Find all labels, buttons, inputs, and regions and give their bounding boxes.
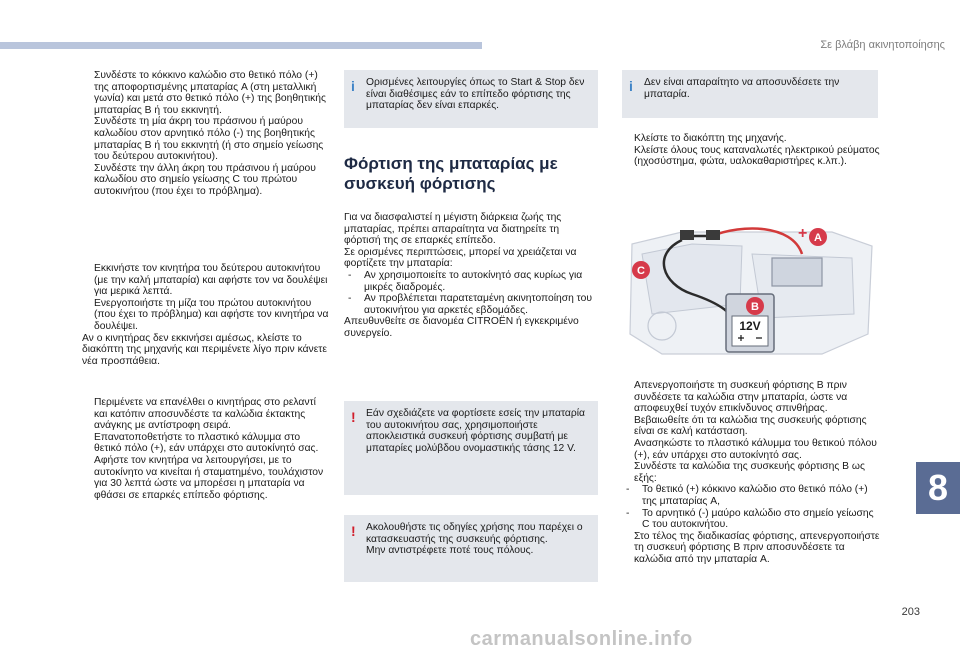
- page-header: Σε βλάβη ακινητοποίησης: [820, 39, 945, 51]
- battery-charger-illustration: [622, 214, 878, 365]
- list-item: Ανασηκώστε το πλαστικό κάλυμμα του θετικού πόλου (+), εάν υπάρχει στο αυτοκίνητό σας.: [634, 437, 877, 461]
- warning-icon: !: [351, 523, 356, 539]
- list-item: Συνδέστε το κόκκινο καλώδιο στο θετικό πόλο (+) της αποφορτισμένης μπαταρίας A (στη μεταλλική γωνία) και μετά στο θετικό πόλο (+) της βοηθητικής μπαταρίας B ή του εκκινητή.: [94, 70, 326, 116]
- clamp: [680, 230, 694, 240]
- col1-paragraph: Αν ο κινητήρας δεν εκκινήσει αμέσως, κλείστε το διακόπτη της μηχανής και περιμένετε λίγο πριν κάνετε νέα προσπάθεια.: [82, 332, 327, 367]
- info-icon: i: [629, 78, 633, 94]
- page-number: 203: [901, 606, 920, 618]
- info-icon: i: [351, 78, 355, 94]
- watermark: carmanualsonline.info: [470, 628, 693, 649]
- svg-text:A: A: [814, 232, 822, 244]
- clamp: [706, 230, 720, 240]
- svg-text:B: B: [751, 301, 759, 313]
- list-item: Συνδέστε τη μία άκρη του πράσινου ή μαύρου καλωδίου στον αρνητικό πόλο (-) της βοηθητικής μπαταρίας B ή του εκκινητή (ή στο σημείο γείωσης του δεύτερου αυτοκινήτου).: [94, 116, 324, 163]
- warning-icon: !: [351, 409, 356, 425]
- dash-item: - Το θετικό (+) κόκκινο καλώδιο στο θετικό πόλο (+) της μπαταρίας A,: [626, 484, 868, 507]
- list-item: Κλείστε το διακόπτη της μηχανής.: [634, 133, 787, 144]
- list-item: Απενεργοποιήστε τη συσκευή φόρτισης B πριν συνδέσετε τα καλώδια στην μπαταρία, ώστε να αποφευχθεί τυχόν επικίνδυνος σπινθήρας.: [634, 380, 848, 415]
- list-item: Περιμένετε να επανέλθει ο κινητήρας στο ρελαντί και κατόπιν αποσυνδέστε τα καλώδια έκτακτης ανάγκης με αντίστροφη σειρά.: [94, 397, 316, 432]
- col2-body: Για να διασφαλιστεί η μέγιστη διάρκεια ζωής της μπαταρίας, πρέπει απαραίτητα να διατηρείτε τη φόρτισή της σε επαρκές επίπεδο. Σε ορισμένες περιπτώσεις, μπορεί να χρειάζεται να φορτίζετε την μπαταρία: - Αν χρησιμοποιείτε το αυτοκίνητό σας κυρίως για μικρές διαδρομές. - Αν προβλέπεται παρατεταμένη ακινητοποίηση του αυτοκινήτου για αρκετές εβδομάδες. Απευθυνθείτε σε διανομέα CITROËN ή εγκεκριμένο συνεργείο.: [344, 212, 598, 340]
- list-item: Επανατοποθετήστε το πλαστικό κάλυμμα στο θετικό πόλο (+), εάν υπάρχει στο αυτοκίνητό σας.: [94, 431, 319, 455]
- list-item: Εκκινήστε τον κινητήρα του δεύτερου αυτοκινήτου (με την καλή μπαταρία) και αφήστε τον να δουλέψει για μερικά λεπτά.: [94, 263, 328, 298]
- charger-label: 12V: [739, 319, 761, 333]
- warning-box-instructions: ! Ακολουθήστε τις οδηγίες χρήσης που παρέχει ο κατασκευαστής της συσκευής φόρτισης. Μην αντιστρέφετε ποτέ τους πόλους.: [344, 515, 598, 582]
- list-item: Αφήστε τον κινητήρα να λειτουργήσει, με το αυτοκίνητο να κινείται ή σταματημένο, τουλάχιστον για 30 λεπτά ώστε να μπορέσει η μπαταρία να φθάσει σε επαρκές επίπεδο φόρτισης.: [94, 454, 324, 501]
- svg-text:C: C: [637, 265, 645, 277]
- warning-box-charger: ! Εάν σχεδιάζετε να φορτίσετε εσείς την μπαταρία του αυτοκινήτου σας, χρησιμοποιήστε αποκλειστικά συσκευή φόρτισης συμβατή με μπαταρίες μολύβδου ονομαστικής τάσης 12 V.: [344, 401, 598, 495]
- list-item: Συνδέστε τα καλώδια της συσκευής φόρτισης B ως εξής:: [634, 461, 865, 484]
- section-heading: Φόρτιση της μπαταρίας με συσκευή φόρτισης: [344, 154, 558, 193]
- col1-group2: [82, 263, 330, 367]
- list-item: Βεβαιωθείτε ότι τα καλώδια της συσκευής φόρτισης είναι σε καλή κατάσταση.: [634, 414, 867, 438]
- plus-terminal-label: +: [798, 225, 808, 242]
- dash-item: - Αν προβλέπεται παρατεταμένη ακινητοποίηση του αυτοκινήτου για αρκετές εβδομάδες.: [348, 293, 592, 316]
- col3-group1: [622, 133, 882, 168]
- col3-group2: [622, 380, 882, 566]
- col1-group1: [82, 70, 330, 198]
- list-item: Ενεργοποιήστε τη μίζα του πρώτου αυτοκινήτου (που έχει το πρόβλημα) και αφήστε τον κινητήρα να δουλέψει.: [94, 297, 329, 332]
- chapter-tab: 8: [916, 462, 960, 514]
- list-item: Κλείστε όλους τους καταναλωτές ηλεκτρικού ρεύματος (ηχοσύστημα, φώτα, υαλοκαθαριστήρες κ.λπ.).: [634, 144, 880, 168]
- info-box-disconnect: i Δεν είναι απαραίτητο να αποσυνδέσετε την μπαταρία.: [622, 70, 878, 118]
- dash-item: - Αν χρησιμοποιείτε το αυτοκίνητό σας κυρίως για μικρές διαδρομές.: [348, 269, 583, 293]
- top-accent-bar: [0, 42, 482, 49]
- info-box-start-stop: i Ορισμένες λειτουργίες όπως το Start & Stop δεν είναι διαθέσιμες εάν το επίπεδο φόρτισης της μπαταρίας δεν είναι επαρκές.: [344, 70, 598, 128]
- dash-item: - Το αρνητικό (-) μαύρο καλώδιο στο σημείο γείωσης C του αυτοκινήτου.: [626, 507, 874, 531]
- list-item: Συνδέστε την άλλη άκρη του πράσινου ή μαύρου καλωδίου στο σημείο γείωσης C του πρώτου αυτοκινήτου (που έχει το πρόβλημα).: [94, 162, 316, 197]
- col1-group3: [82, 397, 330, 501]
- list-item: Στο τέλος της διαδικασίας φόρτισης, απενεργοποιήστε τη συσκευή φόρτισης B πριν αποσυνδέσετε τα καλώδια από την μπαταρία A.: [634, 530, 880, 565]
- car-battery: [772, 258, 822, 286]
